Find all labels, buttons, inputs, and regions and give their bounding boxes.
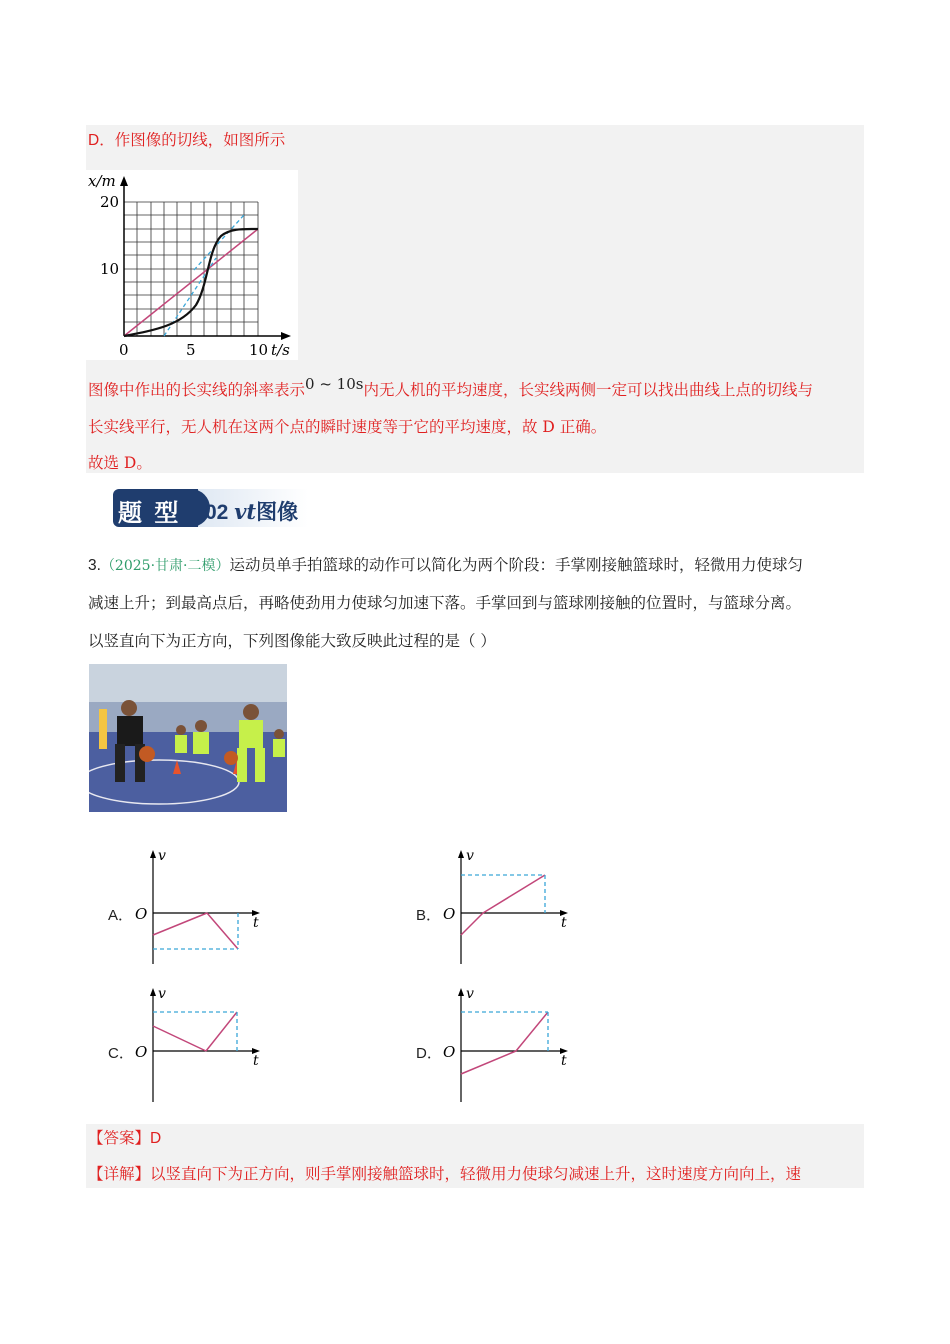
svg-text:v: v: [466, 848, 474, 864]
option-graph-b: [438, 846, 578, 968]
detail-line: [88, 1163, 801, 1185]
svg-text:v: v: [158, 986, 166, 1002]
section-title-italic: vt: [234, 499, 257, 524]
explain-line-2: 长实线平行，无人机在这两个点的瞬时速度等于它的平均速度，故 D 正确。: [88, 418, 607, 436]
solution-line-d: D．作图像的切线，如图所示: [88, 132, 286, 149]
answer-line: [88, 1127, 161, 1150]
section-title-text: 图像: [256, 501, 299, 524]
xt-y-label: x/m: [88, 172, 116, 190]
conclusion-line: 故选 D。: [88, 454, 152, 472]
svg-text:v: v: [158, 848, 166, 864]
svg-text:t: t: [253, 915, 259, 931]
question-text-1: 运动员单手拍篮球的动作可以简化为两个阶段：手掌刚接触篮球时，轻微用力使球匀: [229, 556, 803, 574]
svg-text:t: t: [561, 1053, 567, 1069]
section-badge-text: 题 型: [118, 498, 181, 527]
question-line-1: [88, 554, 803, 577]
option-label-b: B．: [416, 907, 442, 924]
option-label-d: D．: [416, 1045, 442, 1062]
explain-line-1: [88, 375, 813, 401]
option-label-a: A．: [108, 907, 134, 924]
question-line-2: 减速上升；到最高点后，再略使劲用力使球匀加速下落。手掌回到与篮球刚接触的位置时，与篮球分离。: [88, 594, 802, 612]
xt-ytick-20: 20: [100, 193, 120, 211]
answer-label: 【答案】: [88, 1129, 151, 1147]
basketball-photo: [89, 664, 287, 812]
svg-text:O: O: [135, 1043, 148, 1061]
explain-part1: 图像中作出的长实线的斜率表示: [88, 381, 306, 399]
xt-x-label: t/s: [271, 341, 290, 359]
option-graph-c: [130, 984, 270, 1106]
answer-value: D: [150, 1130, 162, 1147]
svg-text:v: v: [466, 986, 474, 1002]
xt-ytick-10: 10: [100, 260, 120, 278]
svg-text:t: t: [561, 915, 567, 931]
question-number: 3.: [88, 557, 101, 574]
xt-xtick-0: 0: [119, 341, 129, 359]
svg-text:O: O: [443, 1043, 456, 1061]
option-label-c: C．: [108, 1045, 134, 1062]
explain-formula: 0 ~ 10s: [305, 375, 364, 393]
question-line-3: 以竖直向下为正方向，下列图像能大致反映此过程的是（ ）: [88, 632, 496, 650]
option-graph-d: [438, 984, 578, 1106]
option-graph-a: [130, 846, 270, 968]
explain-part2: 内无人机的平均速度，长实线两侧一定可以找出曲线上点的切线与: [363, 381, 813, 399]
xt-graph: [86, 170, 298, 360]
question-source: （2025·甘肃·二模）: [100, 558, 230, 574]
svg-text:O: O: [135, 905, 148, 923]
svg-text:t: t: [253, 1053, 259, 1069]
xt-xtick-10: 10: [249, 341, 269, 359]
svg-text:O: O: [443, 905, 456, 923]
section-title: [205, 496, 298, 526]
section-number: 02: [205, 501, 229, 524]
detail-text: 以竖直向下为正方向，则手掌刚接触篮球时，轻微用力使球匀减速上升，这时速度方向向上，速: [150, 1165, 802, 1183]
xt-xtick-5: 5: [186, 341, 196, 359]
detail-label: 【详解】: [88, 1165, 151, 1183]
